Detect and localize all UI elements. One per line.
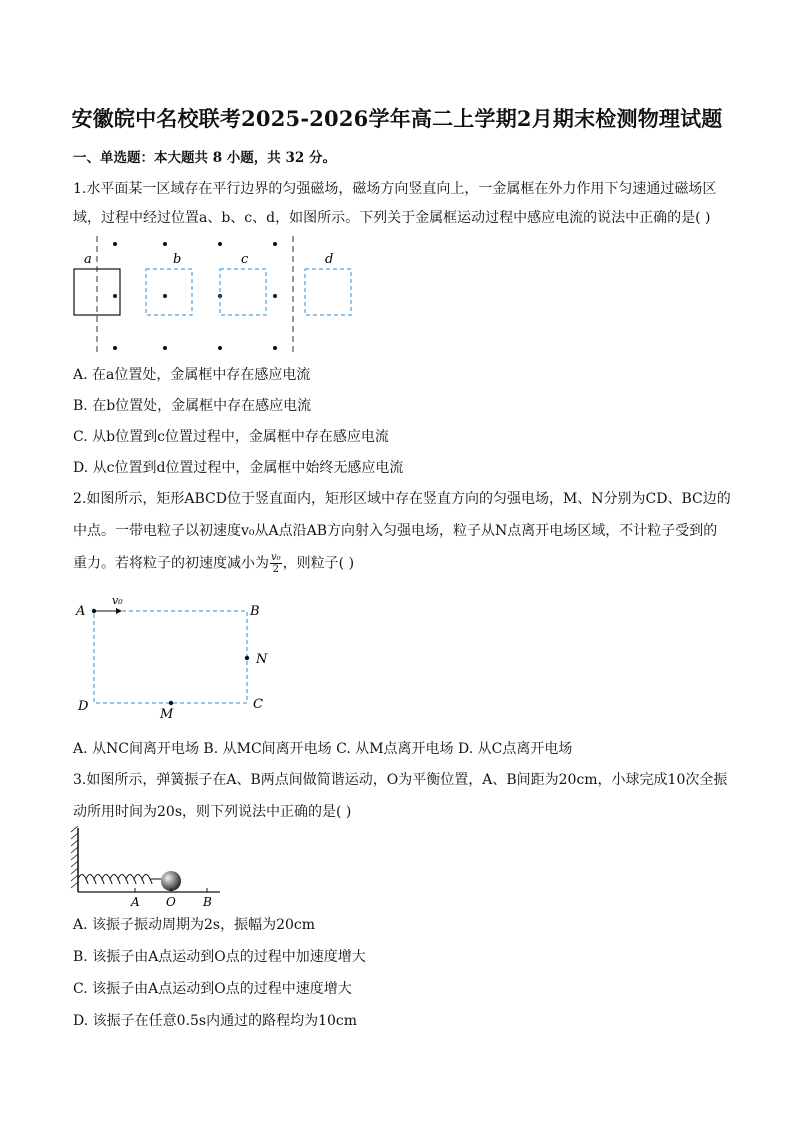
q2-text-line-1: 2.如图所示，矩形ABCD位于竖直面内，矩形区域中存在竖直方向的匀强电场，M、N分别为CD、BC边的 — [73, 491, 731, 507]
field-rectangle — [94, 611, 247, 703]
spring — [78, 875, 163, 884]
label-b: b — [173, 252, 182, 267]
section-heading: 一、单选题：本大题共 8 小题，共 32 分。 — [73, 150, 336, 166]
label-O: O — [166, 895, 176, 908]
q3-text-line-2: 动所用时间为20s，则下列说法中正确的是( ) — [73, 804, 352, 820]
velocity-arrowhead — [116, 608, 122, 614]
q3-option-a[interactable]: A. 该振子振动周期为2s，振幅为20cm — [73, 917, 316, 933]
q2-options[interactable]: A. 从NC间离开电场 B. 从MC间离开电场 C. 从M点离开电场 D. 从C点离开电场 — [73, 741, 573, 757]
point-m — [169, 701, 173, 705]
q3-text-line-1: 3.如图所示，弹簧振子在A、B两点间做简谐运动，O为平衡位置，A、B间距为20cm，小球完成10次全振 — [73, 772, 728, 788]
q3-option-b[interactable]: B. 该振子由A点运动到O点的过程中加速度增大 — [73, 949, 366, 965]
q2-figure — [72, 588, 282, 722]
q2-text-line-3a: 重力。若将粒子的初速度减小为 — [73, 555, 269, 572]
q3-figure — [68, 826, 228, 908]
page-title: 安徽皖中名校联考2025-2026学年高二上学期2月期末检测物理试题 — [71, 106, 723, 131]
label-D: D — [78, 699, 89, 714]
q1-option-b[interactable]: B. 在b位置处，金属框中存在感应电流 — [73, 398, 312, 414]
label-c: c — [241, 252, 249, 267]
label-N: N — [256, 652, 268, 667]
label-a: a — [84, 252, 92, 267]
frame-b — [146, 269, 192, 315]
q1-figure — [70, 232, 370, 356]
label-C: C — [253, 697, 263, 712]
q3-option-d[interactable]: D. 该振子在任意0.5s内通过的路程均为10cm — [73, 1013, 358, 1029]
label-A: A — [76, 604, 86, 619]
label-M: M — [160, 707, 174, 722]
q1-text-line-1: 1.水平面某一区域存在平行边界的匀强磁场，磁场方向竖直向上，一金属框在外力作用下匀速通过磁场区 — [73, 181, 717, 197]
label-v0: v₀ — [112, 594, 123, 607]
field-dots — [113, 242, 277, 350]
fraction-v0-over-2: $\frac{\text{v₀}}{2}$ — [271, 552, 281, 575]
label-B: B — [203, 895, 212, 908]
frame-c — [220, 269, 266, 315]
q2-text-line-2: 中点。一带电粒子以初速度v₀从A点沿AB方向射入匀强电场，粒子从N点离开电场区域，不计粒子受到的 — [73, 523, 718, 539]
q2-text-line-3b: ，则粒子( ) — [282, 555, 355, 572]
q3-option-c[interactable]: C. 该振子由A点运动到O点的过程中速度增大 — [73, 981, 352, 997]
frame-d — [305, 269, 351, 315]
q1-option-d[interactable]: D. 从c位置到d位置过程中，金属框中始终无感应电流 — [73, 460, 404, 476]
q2-text-line-3 — [73, 552, 354, 575]
label-d: d — [325, 252, 334, 267]
label-A: A — [131, 895, 140, 908]
label-B: B — [250, 604, 260, 619]
point-n — [245, 656, 249, 660]
wall-hatching — [71, 826, 78, 888]
q1-text-line-2: 域，过程中经过位置a、b、c、d，如图所示。下列关于金属框运动过程中感应电流的说法中正确的是( ) — [73, 210, 711, 226]
q1-option-a[interactable]: A. 在a位置处，金属框中存在感应电流 — [73, 367, 311, 383]
q1-option-c[interactable]: C. 从b位置到c位置过程中，金属框中存在感应电流 — [73, 429, 389, 445]
